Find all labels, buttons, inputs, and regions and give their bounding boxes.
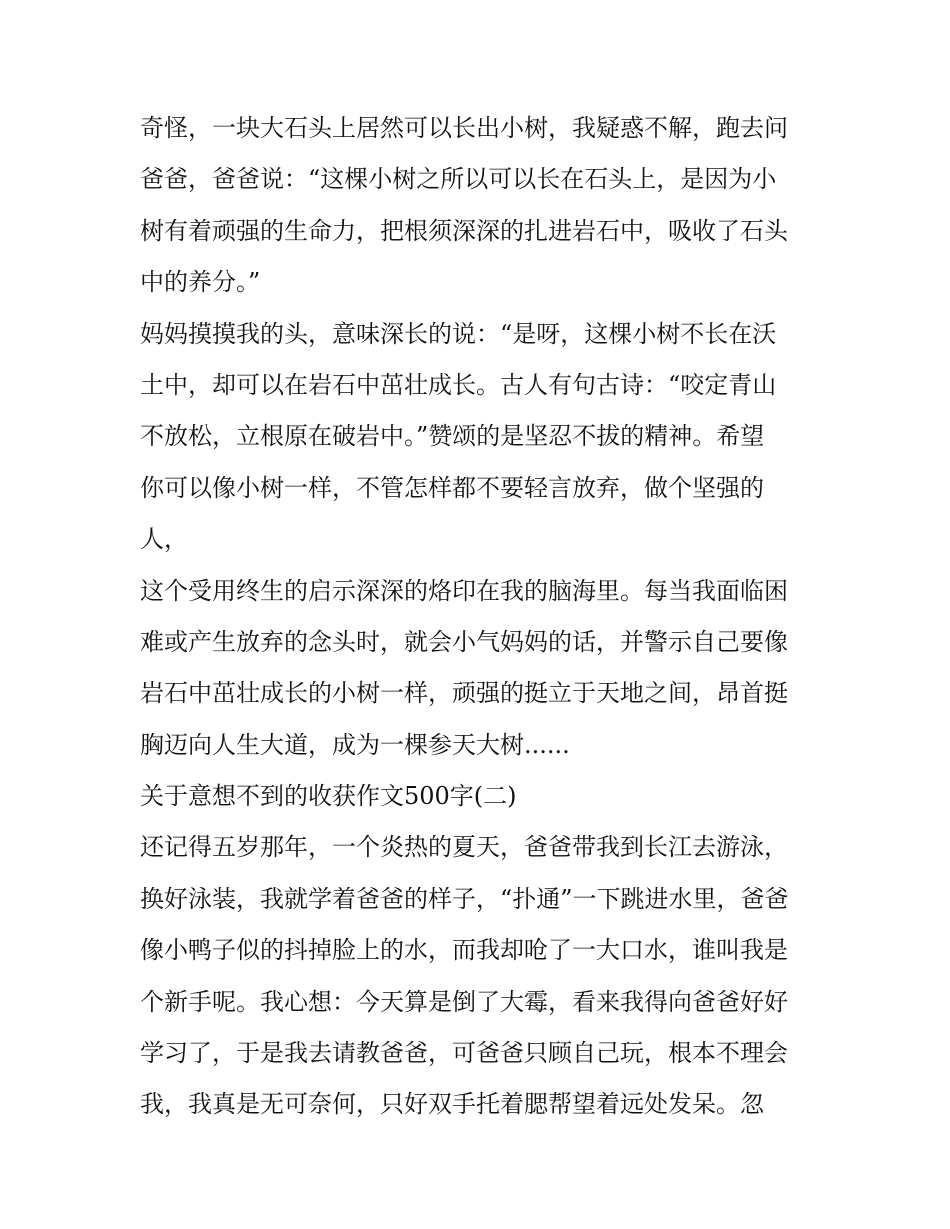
- text-line: 中的养分。”: [140, 268, 261, 297]
- text-line: 这个受用终生的启示深深的烙印在我的脑海里。每当我面临困: [140, 576, 788, 605]
- text-line: 土中，却可以在岩石中茁壮成长。古人有句古诗：“咬定青山: [140, 370, 777, 399]
- text-line: 岩石中茁壮成长的小树一样，顽强的挺立于天地之间，昂首挺: [140, 679, 788, 708]
- text-line: 你可以像小树一样，不管怎样都不要轻言放弃，做个坚强的: [140, 473, 764, 502]
- text-line: 胸迈向人生大道，成为一棵参天大树......: [140, 730, 570, 759]
- text-line: 妈妈摸摸我的头，意味深长的说：“是呀，这棵小树不长在沃: [140, 319, 777, 348]
- document-body: [140, 103, 820, 1131]
- text-line: 换好泳装，我就学着爸爸的样子，“扑通”一下跳进水里，爸爸: [140, 884, 789, 913]
- text-line: 学习了，于是我去请教爸爸，可爸爸只顾自己玩，根本不理会: [140, 1039, 788, 1068]
- text-line: 还记得五岁那年，一个炎热的夏天，爸爸带我到长江去游泳，: [140, 833, 788, 862]
- text-line: 个新手呢。我心想：今天算是倒了大霉，看来我得向爸爸好好: [140, 987, 788, 1016]
- section-title: 关于意想不到的收获作文500字(二): [140, 782, 517, 811]
- text-line: 人，: [140, 525, 188, 554]
- text-line: 树有着顽强的生命力，把根须深深的扎进岩石中，吸收了石头: [140, 216, 788, 245]
- text-line: 难或产生放弃的念头时，就会小气妈妈的话，并警示自己要像: [140, 627, 788, 656]
- text-line: 爸爸，爸爸说：“这棵小树之所以可以长在石头上，是因为小: [140, 165, 777, 194]
- text-line: 像小鸭子似的抖掉脸上的水，而我却呛了一大口水，谁叫我是: [140, 936, 788, 965]
- text-line: 不放松，立根原在破岩中。”赞颂的是坚忍不拔的精神。希望: [140, 422, 765, 451]
- text-line: 奇怪，一块大石头上居然可以长出小树，我疑惑不解，跑去问: [140, 114, 788, 142]
- text-line: 我，我真是无可奈何，只好双手托着腮帮望着远处发呆。忽: [140, 1090, 764, 1119]
